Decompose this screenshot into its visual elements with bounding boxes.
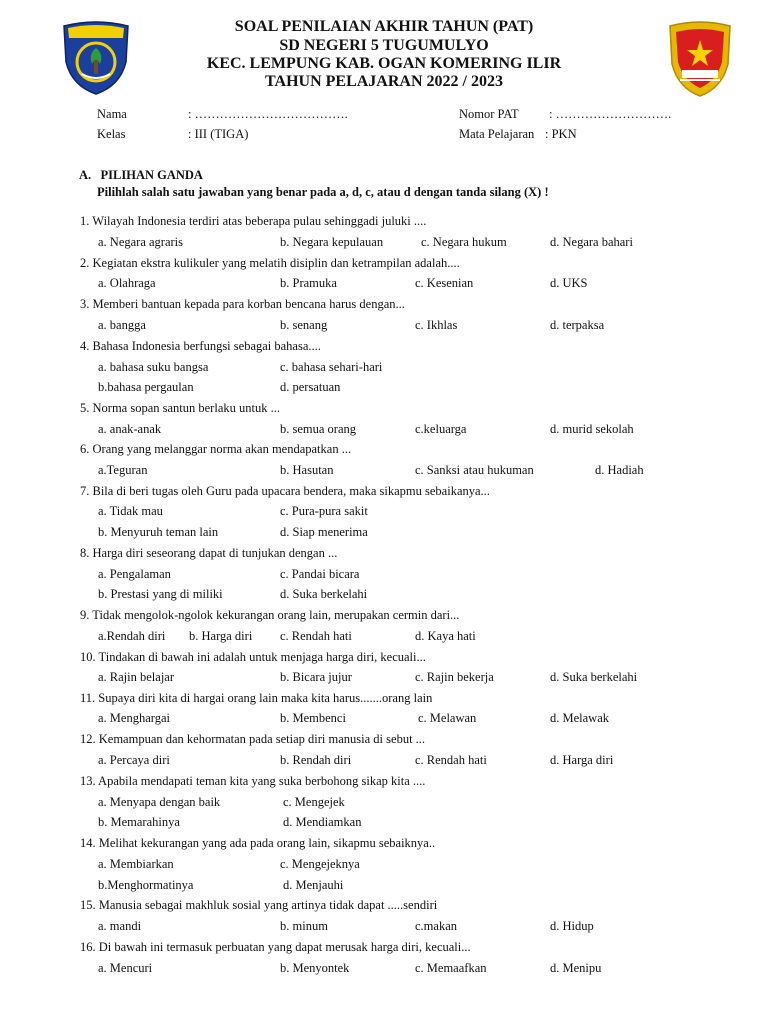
q10-option-a: a. Rajin belajar xyxy=(98,670,175,684)
q5-option-d: d. murid sekolah xyxy=(550,422,634,436)
q6-option-b: b. Hasutan xyxy=(280,463,334,477)
question-14: 14. Melihat kekurangan yang ada pada orang lain, sikapmu sebaiknya.. xyxy=(80,836,436,850)
q15-option-a: a. mandi xyxy=(98,919,142,933)
question-11: 11. Supaya diri kita di hargai orang lain maka kita harus.......orang lain xyxy=(80,691,433,705)
question-16: 16. Di bawah ini termasuk perbuatan yang dapat merusak harga diri, kecuali... xyxy=(80,940,471,954)
header-line-3: KEC. LEMPUNG KAB. OGAN KOMERING ILIR xyxy=(206,55,562,72)
mata-pelajaran-label: Mata Pelajaran xyxy=(459,127,535,141)
q7-option-d: d. Siap menerima xyxy=(280,525,368,539)
nomor-pat-label: Nomor PAT xyxy=(459,107,519,121)
q12-option-c: c. Rendah hati xyxy=(415,753,487,767)
section-title: A. PILIHAN GANDA xyxy=(79,168,203,182)
q16-option-c: c. Memaafkan xyxy=(415,961,487,975)
question-7: 7. Bila di beri tugas oleh Guru pada upacara bendera, maka sikapmu sebaikanya... xyxy=(80,484,490,498)
q16-option-d: d. Menipu xyxy=(550,961,602,975)
question-13: 13. Apabila mendapati teman kita yang suka berbohong sikap kita .... xyxy=(80,774,426,788)
q14-option-c: c. Mengejeknya xyxy=(280,857,360,871)
q5-option-a: a. anak-anak xyxy=(98,422,162,436)
nama-label: Nama xyxy=(97,107,127,121)
question-6: 6. Orang yang melanggar norma akan mendapatkan ... xyxy=(80,442,352,456)
question-2: 2. Kegiatan ekstra kulikuler yang melatih disiplin dan ketrampilan adalah.... xyxy=(80,256,460,270)
q7-option-a: a. Tidak mau xyxy=(98,504,163,518)
q3-option-d: d. terpaksa xyxy=(550,318,605,332)
q2-option-d: d. UKS xyxy=(550,276,588,290)
q8-option-a: a. Pengalaman xyxy=(98,567,171,581)
q3-option-b: b. senang xyxy=(280,318,328,332)
question-5: 5. Norma sopan santun berlaku untuk ... xyxy=(80,401,280,415)
q3-option-c: c. Ikhlas xyxy=(415,318,458,332)
q13-option-b: b. Memarahinya xyxy=(98,815,180,829)
q12-option-d: d. Harga diri xyxy=(550,753,614,767)
q15-option-c: c.makan xyxy=(415,919,457,933)
header-line-2: SD NEGERI 5 TUGUMULYO xyxy=(279,37,489,54)
q6-option-d: d. Hadiah xyxy=(595,463,644,477)
question-3: 3. Memberi bantuan kepada para korban bencana harus dengan... xyxy=(80,297,405,311)
q8-option-c: c. Pandai bicara xyxy=(280,567,360,581)
q9-option-b: b. Harga diri xyxy=(189,629,253,643)
q11-option-b: b. Membenci xyxy=(280,711,346,725)
q14-option-b: b.Menghormatinya xyxy=(98,878,194,892)
q1-option-b: b. Negara kepulauan xyxy=(280,235,384,249)
q2-option-a: a. Olahraga xyxy=(98,276,156,290)
kelas-value: : III (TIGA) xyxy=(188,127,249,141)
q8-option-d: d. Suka berkelahi xyxy=(280,587,368,601)
q14-option-d: d. Menjauhi xyxy=(283,878,344,892)
q13-option-c: c. Mengejek xyxy=(283,795,345,809)
q8-option-b: b. Prestasi yang di miliki xyxy=(98,587,223,601)
q6-option-c: c. Sanksi atau hukuman xyxy=(415,463,534,477)
q4-option-d: d. persatuan xyxy=(280,380,341,394)
q10-option-c: c. Rajin bekerja xyxy=(415,670,494,684)
q12-option-b: b. Rendah diri xyxy=(280,753,352,767)
q1-option-a: a. Negara agraris xyxy=(98,235,184,249)
q7-option-b: b. Menyuruh teman lain xyxy=(98,525,219,539)
q7-option-c: c. Pura-pura sakit xyxy=(280,504,368,518)
question-12: 12. Kemampuan dan kehormatan pada setiap diri manusia di sebut ... xyxy=(80,732,426,746)
q16-option-a: a. Mencuri xyxy=(98,961,153,975)
q11-option-c: c. Melawan xyxy=(418,711,477,725)
question-10: 10. Tindakan di bawah ini adalah untuk menjaga harga diri, kecuali... xyxy=(80,650,426,664)
question-8: 8. Harga diri seseorang dapat di tunjukan dengan ... xyxy=(80,546,338,560)
q10-option-d: d. Suka berkelahi xyxy=(550,670,638,684)
nama-value: : ………………………………. xyxy=(188,107,348,121)
header-line-1: SOAL PENILAIAN AKHIR TAHUN (PAT) xyxy=(234,18,534,35)
nomor-pat-value: : ………………………. xyxy=(549,107,672,121)
q9-option-d: d. Kaya hati xyxy=(415,629,476,643)
section-instruction: Pilihlah salah satu jawaban yang benar pada a, d, c, atau d dengan tanda silang (X) ! xyxy=(97,185,549,199)
q12-option-a: a. Percaya diri xyxy=(98,753,170,767)
q6-option-a: a.Teguran xyxy=(98,463,148,477)
kelas-label: Kelas xyxy=(97,127,126,141)
q4-option-c: c. bahasa sehari-hari xyxy=(280,360,383,374)
q9-option-c: c. Rendah hati xyxy=(280,629,352,643)
q5-option-b: b. semua orang xyxy=(280,422,357,436)
header-line-4: TAHUN PELAJARAN 2022 / 2023 xyxy=(265,73,503,90)
q9-option-a: a.Rendah diri xyxy=(98,629,166,643)
q13-option-d: d. Mendiamkan xyxy=(283,815,362,829)
question-9: 9. Tidak mengolok-ngolok kekurangan orang lain, merupakan cermin dari... xyxy=(80,608,460,622)
q3-option-a: a. bangga xyxy=(98,318,146,332)
q15-option-b: b. minum xyxy=(280,919,328,933)
q11-option-a: a. Menghargai xyxy=(98,711,170,725)
question-4: 4. Bahasa Indonesia berfungsi sebagai bahasa.... xyxy=(80,339,321,353)
q2-option-b: b. Pramuka xyxy=(280,276,337,290)
question-1: 1. Wilayah Indonesia terdiri atas beberapa pulau sehinggadi juluki .... xyxy=(80,214,427,228)
q10-option-b: b. Bicara jujur xyxy=(280,670,352,684)
q16-option-b: b. Menyontek xyxy=(280,961,350,975)
q1-option-c: c. Negara hukum xyxy=(421,235,507,249)
q2-option-c: c. Kesenian xyxy=(415,276,474,290)
question-15: 15. Manusia sebagai makhluk sosial yang artinya tidak dapat .....sendiri xyxy=(80,898,438,912)
q5-option-c: c.keluarga xyxy=(415,422,467,436)
q1-option-d: d. Negara bahari xyxy=(550,235,633,249)
q13-option-a: a. Menyapa dengan baik xyxy=(98,795,221,809)
mata-pelajaran-value: : PKN xyxy=(545,127,577,141)
q4-option-b: b.bahasa pergaulan xyxy=(98,380,194,394)
q14-option-a: a. Membiarkan xyxy=(98,857,174,871)
q11-option-d: d. Melawak xyxy=(550,711,610,725)
q4-option-a: a. bahasa suku bangsa xyxy=(98,360,209,374)
q15-option-d: d. Hidup xyxy=(550,919,594,933)
